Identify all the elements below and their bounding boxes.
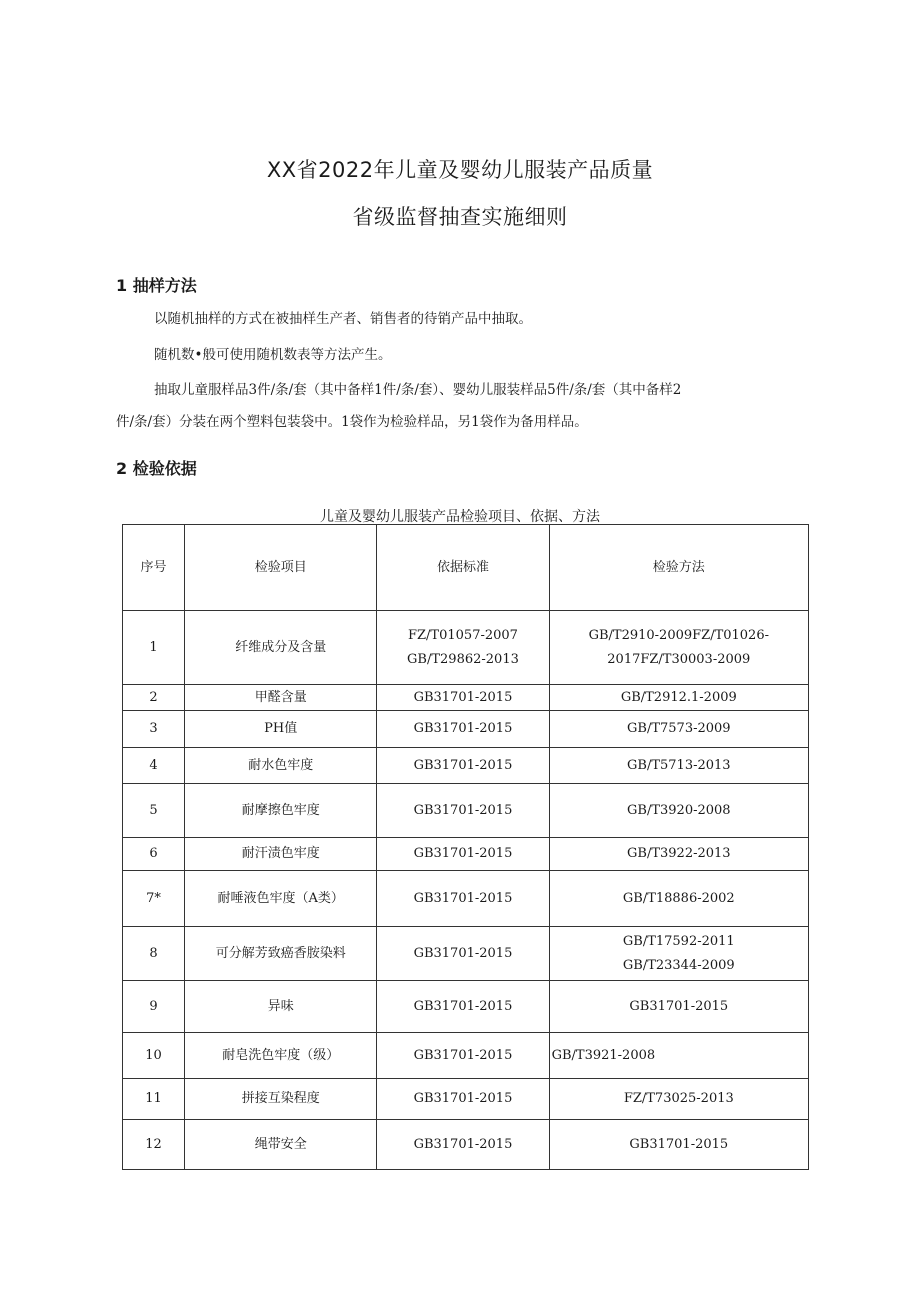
row-number: 5 [123,784,185,838]
row-number: 7* [123,871,185,927]
row-number: 3 [123,711,185,748]
header-cell: 依据标准 [377,525,549,611]
header-cell: 序号 [123,525,185,611]
method-cell: GB/T2912.1-2009 [549,685,808,711]
section-1-paragraph: 随机数•般可使用随机数表等方法产生。 [154,347,392,363]
section-1-paragraph: 件/条/套）分装在两个塑料包装袋中。1袋作为检验样品，另1袋作为备用样品。 [116,414,588,430]
row-number: 12 [123,1120,185,1170]
table-row [123,981,809,1033]
table-row [123,871,809,927]
inspection-item: 耐摩擦色牢度 [185,784,377,838]
header-cell: 检验方法 [549,525,808,611]
method-line: GB/T17592-2011 [622,933,735,949]
table-row [123,611,809,685]
inspection-table [122,524,809,1170]
table-caption: 儿童及婴幼儿服装产品检验项目、依据、方法 [320,509,600,525]
row-number: 8 [123,927,185,981]
inspection-item: 耐唾液色牢度（A类） [185,871,377,927]
table-row [123,838,809,871]
standard-cell: GB31701-2015 [377,838,549,871]
method-line: 2017FZ/T30003-2009 [607,651,751,667]
standard-line: FZ/T01057-2007 [408,627,518,643]
inspection-item: 纤维成分及含量 [185,611,377,685]
method-cell: GB/T5713-2013 [549,748,808,784]
inspection-item: 甲醛含量 [185,685,377,711]
table-row [123,748,809,784]
inspection-item: 耐水色牢度 [185,748,377,784]
table-row [123,685,809,711]
standard-cell: GB31701-2015 [377,748,549,784]
standard-line: GB/T29862-2013 [407,651,519,667]
inspection-item: 耐皂洗色牢度（级） [185,1033,377,1079]
method-cell: GB/T3921-2008 [549,1033,808,1079]
standard-cell: GB31701-2015 [377,685,549,711]
row-number: 6 [123,838,185,871]
method-cell: GB/T7573-2009 [549,711,808,748]
table-row [123,784,809,838]
section-1-paragraph: 抽取儿童服样品3件/条/套（其中备样1件/条/套）、婴幼儿服装样品5件/条/套（其中备样2 [154,382,682,398]
row-number: 9 [123,981,185,1033]
method-cell: FZ/T73025-2013 [549,1079,808,1120]
row-number: 2 [123,685,185,711]
method-cell: GB31701-2015 [549,981,808,1033]
standard-cell: GB31701-2015 [377,711,549,748]
method-cell [549,611,808,685]
inspection-item: PH值 [185,711,377,748]
standard-cell: GB31701-2015 [377,784,549,838]
inspection-item: 异味 [185,981,377,1033]
section-1-paragraph: 以随机抽样的方式在被抽样生产者、销售者的待销产品中抽取。 [154,311,532,327]
document-title-line-2: 省级监督抽查实施细则 [352,205,568,229]
row-number: 1 [123,611,185,685]
section-1-heading: 1 抽样方法 [116,276,197,295]
method-cell: GB/T18886-2002 [549,871,808,927]
table-row [123,1120,809,1170]
standard-cell: GB31701-2015 [377,871,549,927]
table-header-row [123,525,809,611]
standard-cell: GB31701-2015 [377,1120,549,1170]
standard-cell: GB31701-2015 [377,981,549,1033]
inspection-item: 绳带安全 [185,1120,377,1170]
header-cell: 检验项目 [185,525,377,611]
standard-cell: GB31701-2015 [377,1033,549,1079]
table-row [123,711,809,748]
table-row [123,1033,809,1079]
section-2-heading: 2 检验依据 [116,459,197,478]
method-cell: GB31701-2015 [549,1120,808,1170]
inspection-item: 可分解芳致癌香胺染料 [185,927,377,981]
row-number: 11 [123,1079,185,1120]
method-line: GB/T2910-2009FZ/T01026- [588,627,769,643]
document-title-line-1: XX省2022年儿童及婴幼儿服装产品质量 [266,158,654,182]
standard-cell: GB31701-2015 [377,927,549,981]
table-row [123,927,809,981]
standard-cell [377,611,549,685]
inspection-item: 拼接互染程度 [185,1079,377,1120]
row-number: 10 [123,1033,185,1079]
method-cell: GB/T3920-2008 [549,784,808,838]
method-cell: GB/T3922-2013 [549,838,808,871]
standard-cell: GB31701-2015 [377,1079,549,1120]
row-number: 4 [123,748,185,784]
table-row [123,1079,809,1120]
method-cell [549,927,808,981]
inspection-item: 耐汗渍色牢度 [185,838,377,871]
method-line: GB/T23344-2009 [622,957,735,973]
